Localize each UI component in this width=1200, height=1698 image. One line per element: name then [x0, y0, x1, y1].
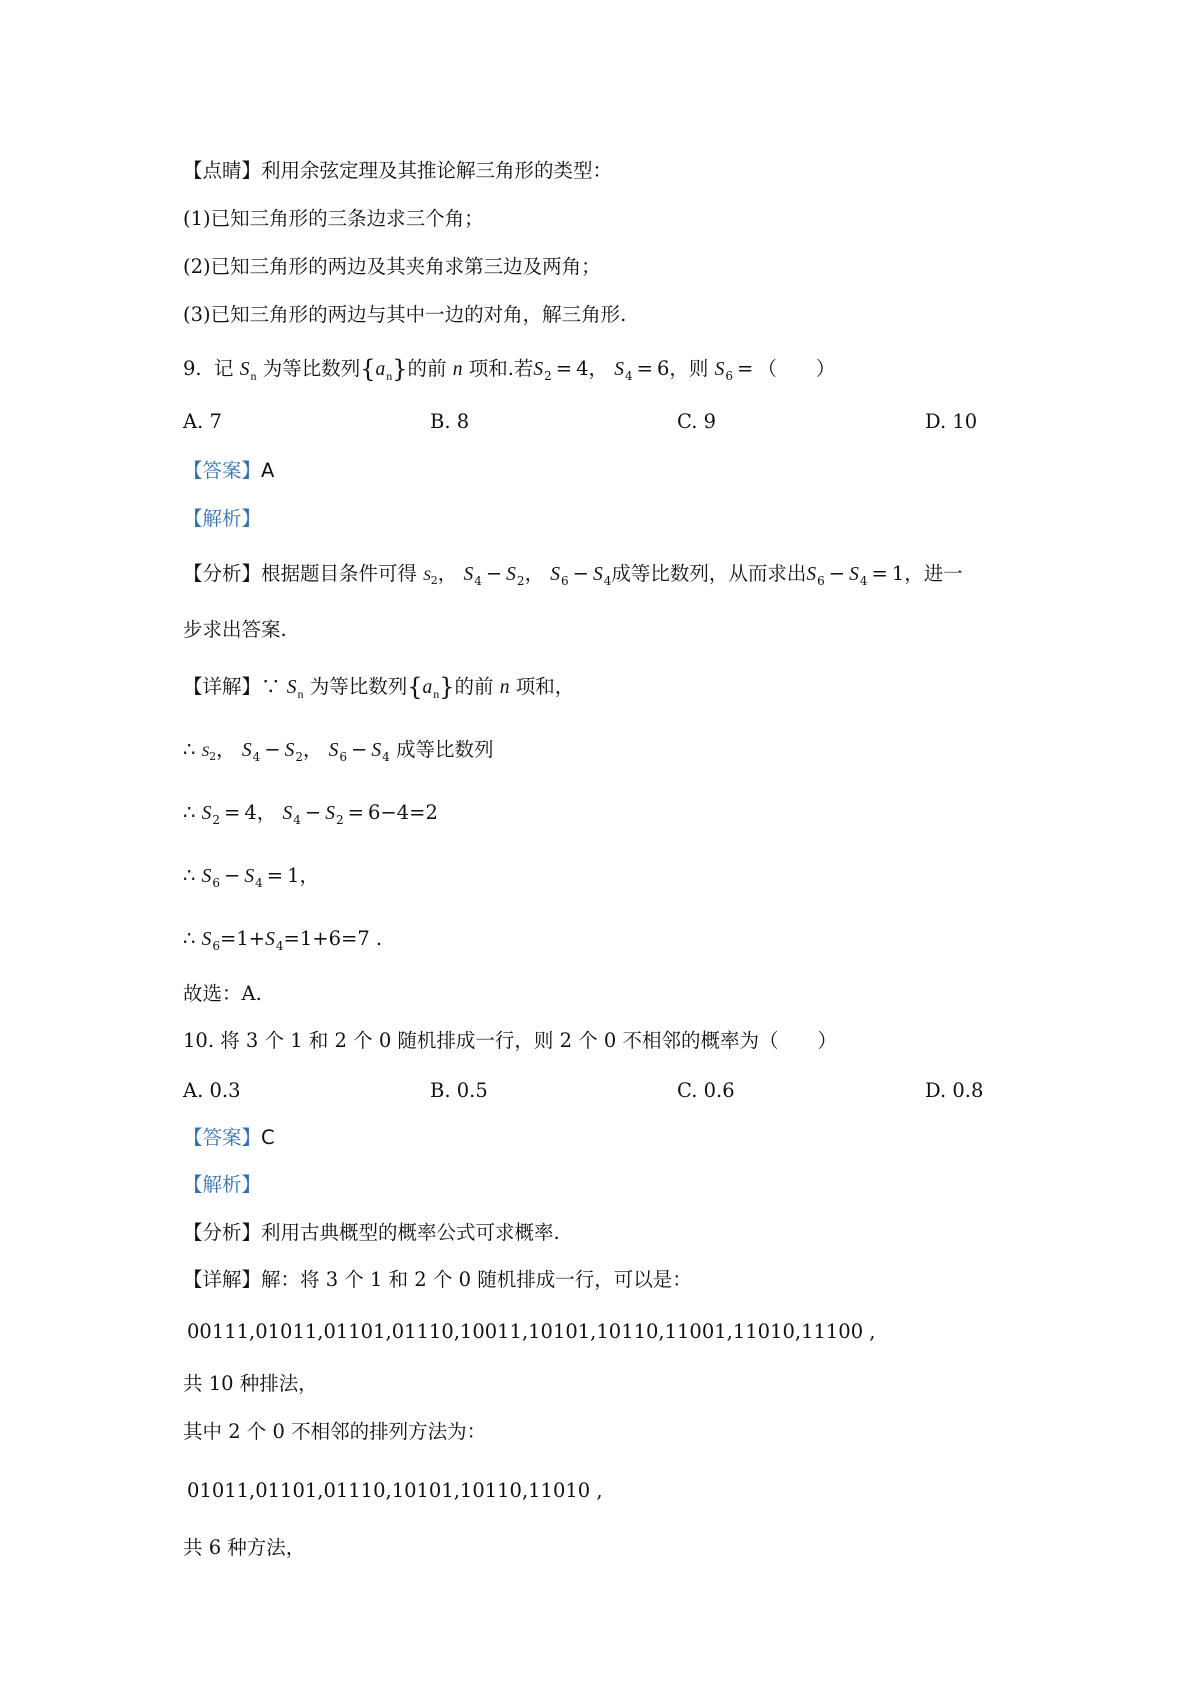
tip-heading: 【点睛】利用余弦定理及其推论解三角形的类型：: [183, 159, 613, 182]
q10-nonadjacent-intro: 其中 2 个 0 不相邻的排列方法为：: [183, 1420, 487, 1443]
q9-option-b: B. 8: [430, 410, 470, 433]
q9-choice: 故选：A.: [183, 982, 262, 1005]
tip-item-2: (2)已知三角形的两边及其夹角求第三边及两角；: [183, 255, 601, 278]
q9-analysis: 【分析】根据题目条件可得 $S_2$， $S_4 - S_2$， $S_6 - S_4$成等比数列，从而求出$S_6 - S_4 = 1$，进一: [183, 562, 963, 588]
q9-option-a: A. 7: [183, 410, 222, 433]
q10-analysis-label: 【解析】: [183, 1173, 262, 1196]
q10-option-c: C. 0.6: [677, 1079, 735, 1102]
q9-option-d: D. 10: [925, 410, 978, 433]
tip-item-3: (3)已知三角形的两边与其中一边的对角，解三角形.: [183, 303, 627, 326]
q10-analysis: 【分析】利用古典概型的概率公式可求概率.: [183, 1221, 560, 1244]
q9-step-1: ∴ $S_2$， $S_4 - S_2$， $S_6 - S_4$ 成等比数列: [183, 738, 494, 764]
question-9: 9. 记 $S_n$ 为等比数列$\{a_n\}$的前 n 项和.若$S_2 = 4$， $S_4 = 6$，则 $S_6$ = （ ）: [183, 355, 836, 383]
q9-detail: 【详解】∵ $S_n$ 为等比数列$\{a_n\}$的前 n 项和，: [183, 673, 575, 701]
q9-step-3: ∴ $S_6 - S_4 = 1$，: [183, 864, 320, 890]
q10-all-arrangements: 00111,01011,01101,01110,10011,10101,10110,11001,11010,11100 ,: [187, 1320, 876, 1343]
q9-analysis-cont: 步求出答案.: [183, 618, 287, 641]
q10-option-d: D. 0.8: [925, 1079, 984, 1102]
q10-detail: 【详解】解：将 3 个 1 和 2 个 0 随机排成一行，可以是：: [183, 1268, 692, 1291]
q9-analysis-label: 【解析】: [183, 507, 262, 530]
q10-answer: 【答案】C: [183, 1126, 275, 1149]
q9-answer: 【答案】A: [183, 459, 275, 482]
q9-option-c: C. 9: [677, 410, 717, 433]
q10-count: 共 6 种方法，: [183, 1536, 306, 1559]
q10-option-a: A. 0.3: [183, 1079, 241, 1102]
q9-step-4: ∴ $S_6=1+S_4=1+6=7$ .: [183, 927, 383, 953]
q10-nonadjacent-list: 01011,01101,01110,10101,10110,11010 ,: [187, 1479, 603, 1502]
q9-step-2: ∴ $S_2 = 4$， $S_4 - S_2 = 6-4=2$: [183, 801, 438, 827]
question-10: 10. 将 3 个 1 和 2 个 0 随机排成一行，则 2 个 0 不相邻的概率为（ ）: [183, 1029, 838, 1052]
q10-total: 共 10 种排法，: [183, 1372, 318, 1395]
q10-option-b: B. 0.5: [430, 1079, 488, 1102]
tip-item-1: (1)已知三角形的三条边求三个角；: [183, 207, 484, 230]
